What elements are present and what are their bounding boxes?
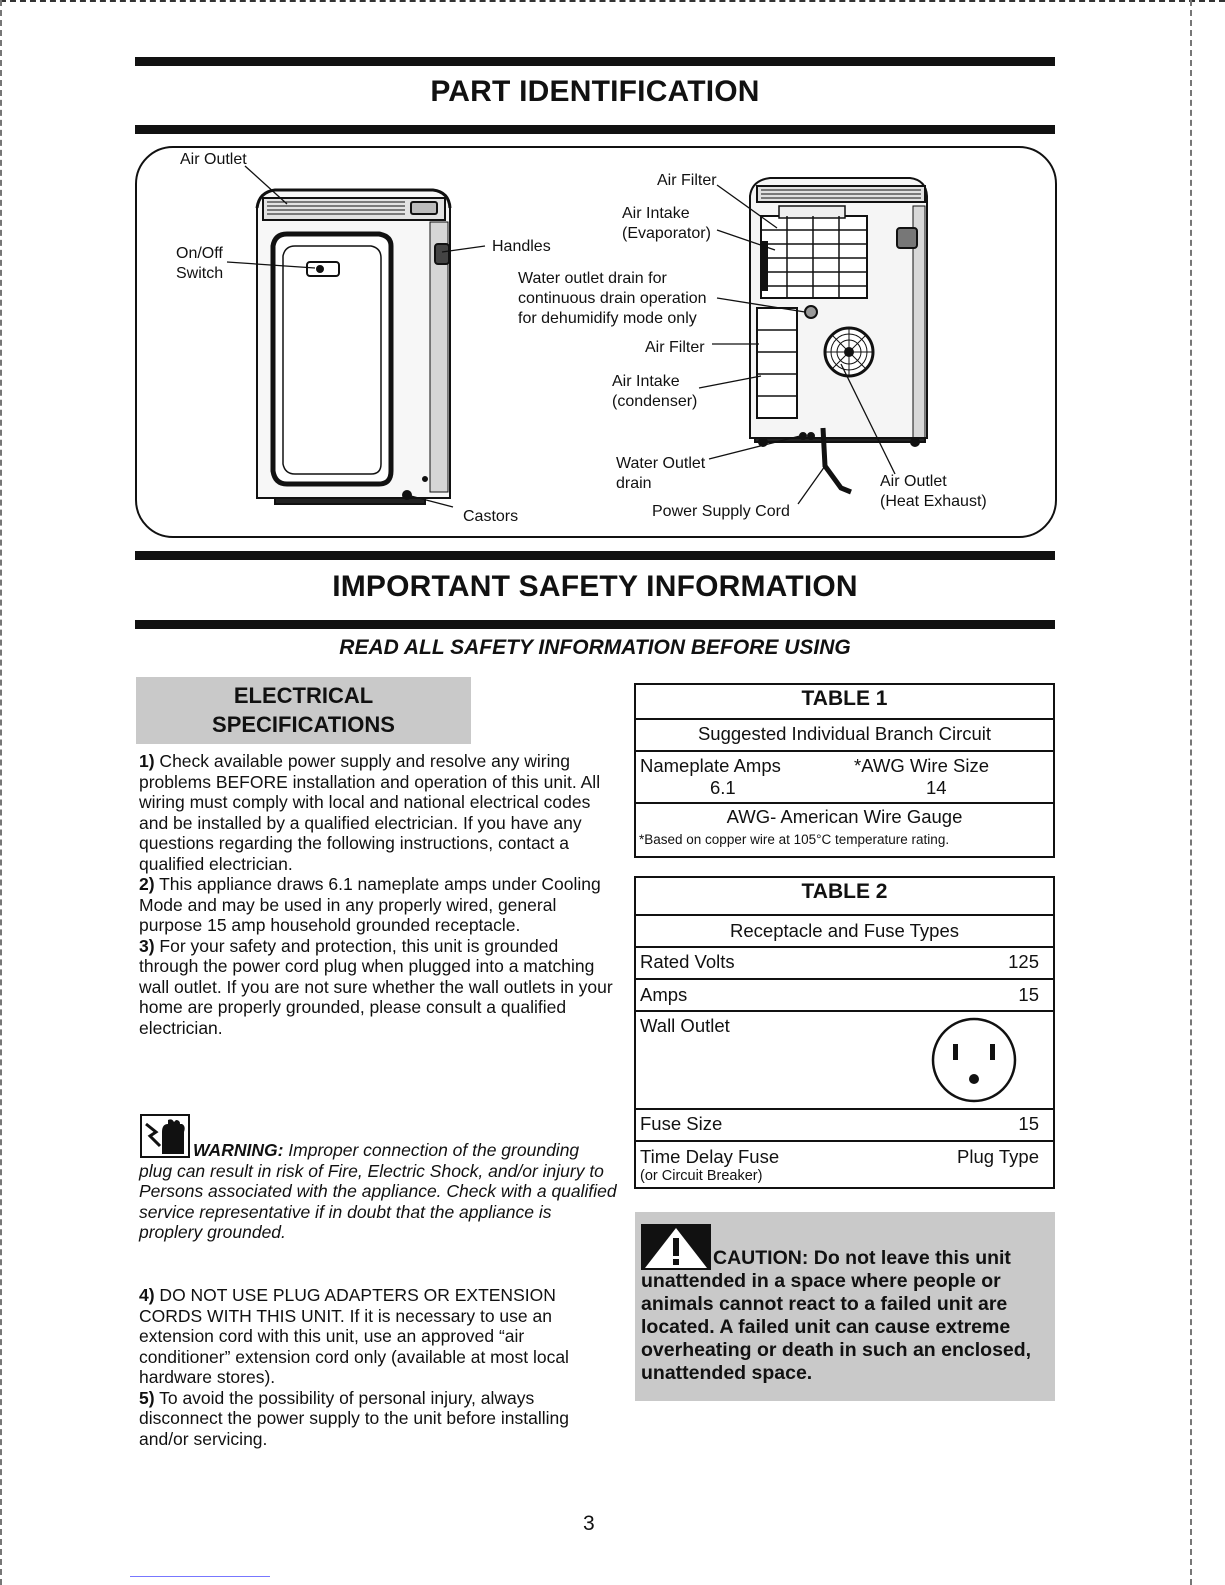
table-2 [634, 876, 1055, 1189]
plug-type-label: Plug Type [957, 1146, 1039, 1167]
list-item: 1) Check available power supply and resolve any wiring problems BEFORE installation and operation of this unit. All wiring must comply with local and national electrical codes and be installed by a qualified electrician. If you have any questions regarding the following instructions, contact a qualified electrician. [139, 751, 601, 874]
elec-heading-line1: ELECTRICAL [233, 683, 374, 708]
electrical-specifications-heading [136, 677, 471, 744]
table-1-note: AWG- American Wire Gauge [726, 806, 963, 827]
safety-rule-bottom [135, 620, 1055, 629]
table-1-values-row [636, 750, 1053, 802]
elec-heading-line2: SPECIFICATIONS [212, 712, 395, 737]
cut-line-top [0, 0, 1225, 2]
label-air-filter-top: Air Filter [657, 172, 717, 189]
bottom-link-line [130, 1576, 270, 1577]
label-air-outlet-front: Air Outlet [180, 151, 247, 168]
label-air-intake-condenser: Air Intake (condenser) [612, 373, 698, 410]
cut-line-left [0, 0, 2, 1585]
caution-text: CAUTION: Do not leave this unit unattended in a space where people or animals cannot react to a failed unit are located. A failed unit can cause extreme overheating or death in such an enclosed, unattended space. [641, 1247, 1032, 1384]
table-1-header: Suggested Individual Branch Circuit [636, 718, 1053, 750]
table-2-row-wall-outlet [636, 1010, 1053, 1108]
table-2-title: TABLE 2 [801, 880, 888, 903]
label-power-supply-cord: Power Supply Cord [652, 503, 790, 520]
table-1-val1: 6.1 [710, 777, 736, 798]
label-water-outlet-drain: Water Outlet drain [616, 455, 706, 492]
safety-title: IMPORTANT SAFETY INFORMATION [332, 570, 858, 603]
time-delay-sub: (or Circuit Breaker) [640, 1168, 763, 1184]
table-1-col2: *AWG Wire Size [854, 755, 989, 776]
front-unit-illustration [257, 190, 450, 504]
amps-label: Amps [640, 984, 688, 1005]
wall-outlet-label: Wall Outlet [640, 1015, 730, 1036]
table-1-footnote: *Based on copper wire at 105°C temperature rating. [639, 832, 950, 847]
caution-box [635, 1212, 1055, 1401]
table-2-row-amps [636, 978, 1053, 1010]
fuse-size-label: Fuse Size [640, 1113, 723, 1134]
fuse-size-value: 15 [1018, 1113, 1039, 1134]
warning-label: WARNING: [193, 1140, 284, 1160]
label-air-intake-evaporator: Air Intake (Evaporator) [622, 205, 711, 242]
rated-volts-label: Rated Volts [640, 951, 735, 972]
part-identification-title: PART IDENTIFICATION [430, 75, 760, 108]
table-2-row-rated-volts [636, 946, 1053, 978]
label-castors: Castors [463, 508, 519, 525]
cut-line-right [1190, 0, 1192, 1585]
table-2-header: Receptacle and Fuse Types [636, 914, 1053, 946]
safety-rule-top [135, 551, 1055, 560]
wall-outlet-icon [930, 1016, 1018, 1104]
table-1-title: TABLE 1 [801, 687, 888, 710]
list-item: 2) This appliance draws 6.1 nameplate amps under Cooling Mode and may be used in any properly wired, general purpose 15 amp household grounded receptacle. [139, 874, 601, 935]
back-unit-illustration [750, 178, 927, 492]
table-1-val2: 14 [926, 777, 947, 798]
rated-volts-value: 125 [1008, 951, 1039, 972]
page-number: 3 [583, 1512, 595, 1535]
table-1-notes [636, 802, 1053, 856]
table-2-row-time-delay [636, 1140, 1053, 1187]
table-1 [634, 683, 1055, 858]
safety-subtitle: READ ALL SAFETY INFORMATION BEFORE USING [339, 636, 851, 659]
list-item: 3) For your safety and protection, this unit is grounded through the power cord plug when plugged into a matching wall outlet. If you are not sure whether the wall outlets in your home are properly grounded, please consult a qualified electrician. [139, 935, 613, 1038]
amps-value: 15 [1018, 984, 1039, 1005]
label-on-off-switch: On/Off Switch [176, 245, 224, 282]
header-rule-bottom [135, 125, 1055, 134]
electrical-items-1-3 [139, 751, 617, 1038]
table-2-row-fuse-size [636, 1108, 1053, 1140]
list-item: 4) DO NOT USE PLUG ADAPTERS OR EXTENSION CORDS WITH THIS UNIT. If it is necessary to use an extension cord with this unit, use an approved “air conditioner” extension cord only (available at most local hardware stores). [139, 1285, 569, 1387]
table-1-col1: Nameplate Amps [640, 755, 781, 776]
time-delay-label: Time Delay Fuse [640, 1146, 780, 1167]
header-rule-top [135, 57, 1055, 66]
label-handles: Handles [492, 238, 551, 255]
label-air-filter-mid: Air Filter [645, 339, 705, 356]
electrical-items-4-5 [139, 1285, 617, 1449]
label-water-outlet-continuous: Water outlet drain for continuous drain operation for dehumidify mode only [518, 270, 707, 327]
warning-paragraph: WARNING: Improper connection of the grounding plug can result in risk of Fire, Electric Shock, and/or injury to Persons associated with the appliance. Check with a qualified service representative if in doubt that the appliance is proplery grounded. [139, 1140, 617, 1242]
caution-label: CAUTION: [713, 1247, 809, 1269]
label-air-outlet-heat-exhaust: Air Outlet (Heat Exhaust) [880, 473, 987, 510]
list-item: 5) To avoid the possibility of personal injury, always disconnect the power supply to the unit before installing and/or servicing. [139, 1387, 569, 1449]
